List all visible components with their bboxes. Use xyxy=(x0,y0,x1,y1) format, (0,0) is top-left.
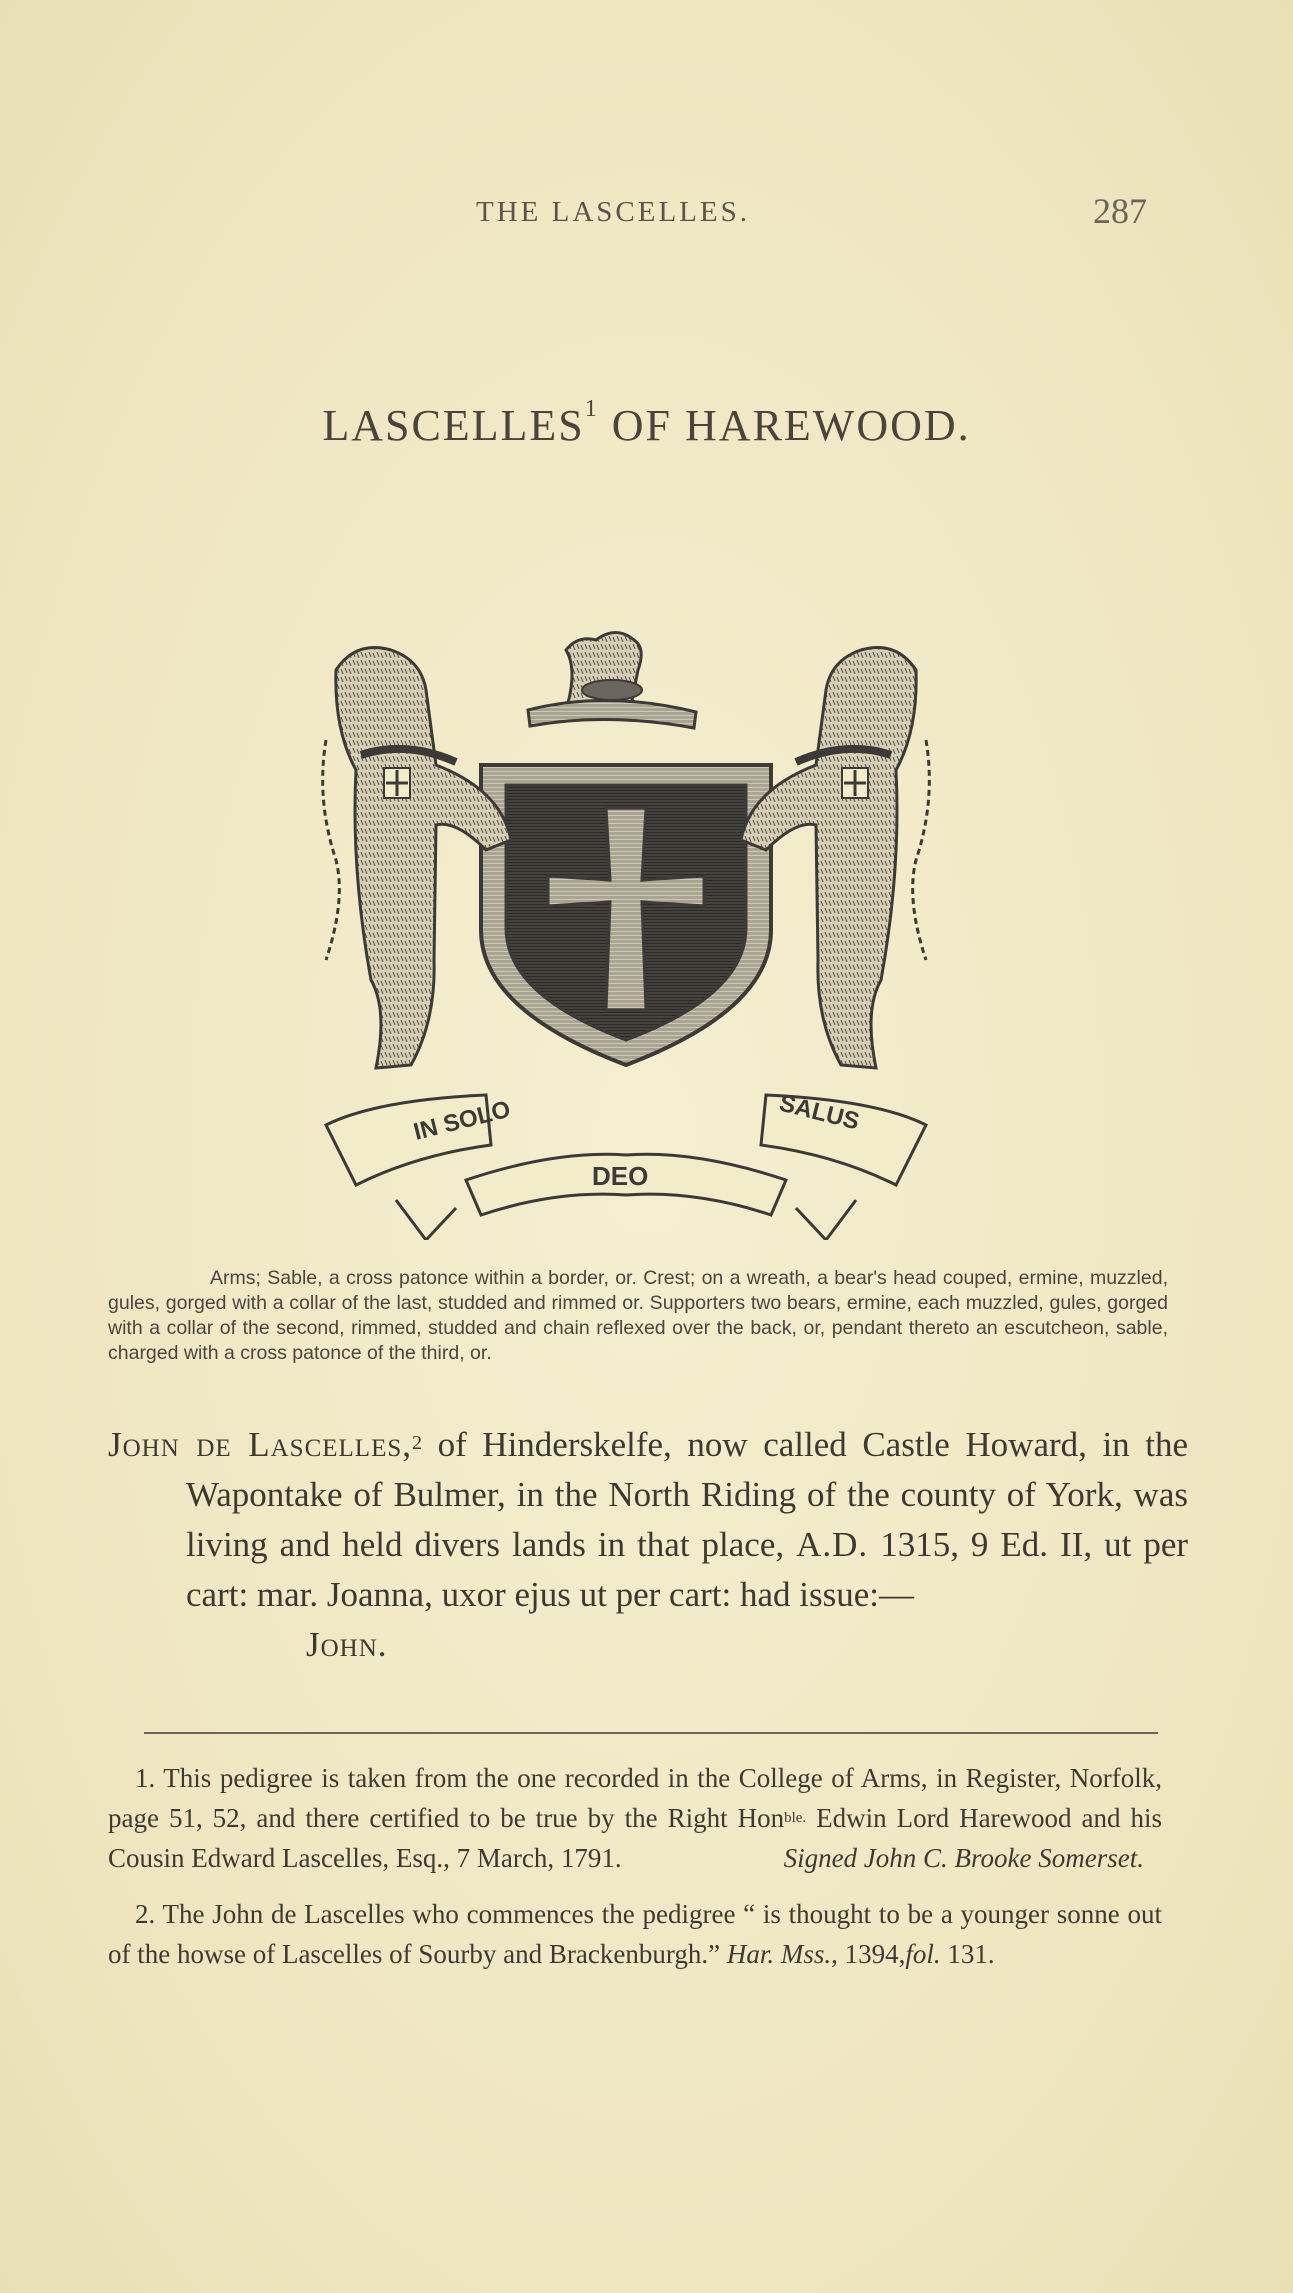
footnote-signature: Signed John C. Brooke Somerset. xyxy=(783,1843,1144,1873)
title-footnote-ref: 1 xyxy=(584,396,599,422)
footnote-superscript: ble. xyxy=(784,1810,807,1826)
page-number: 287 xyxy=(1093,191,1147,231)
pedigree-paragraph xyxy=(108,1420,1188,1620)
footnote-number: 2. xyxy=(135,1899,156,1929)
pedigree-entry xyxy=(108,1420,1188,1670)
entry-text-2: 1315, 9 Ed. II, ut per cart: mar. Joanna, uxor ejus ut per cart: had issue:— xyxy=(186,1525,1189,1614)
footnote-text: This pedigree is taken from the one recorded in the College of Arms, in Register, Norfolk, page 51, 52, and there certified to be true by the Right Hon xyxy=(108,1763,1162,1833)
anno-domini: A.D. xyxy=(796,1525,869,1564)
title-text: LASCELLES xyxy=(322,401,585,450)
title-text-rest: OF HAREWOOD. xyxy=(611,401,971,450)
footnotes xyxy=(108,1758,1162,1990)
footnote-source: Har. Mss., xyxy=(726,1939,838,1969)
motto-right-text: SALUS xyxy=(776,1089,863,1136)
footnote-1 xyxy=(108,1758,1162,1878)
entry-text: of Hinderskelfe, now called Castle Howard, in the Wapontake of Bulmer, in the North Riding of the county of York, was living and held divers lands in that place, xyxy=(186,1425,1189,1564)
footnote-text: The John de Lascelles who commences the pedigree “ is thought to be a younger sonne out of the howse of Lascelles of Sourby and Brackenburgh.” xyxy=(108,1899,1162,1969)
arms-caption: Arms; Sable, a cross patonce within a border, or. Crest; on a wreath, a bear's head couped, ermine, muzzled, gules, gorged with a collar of the last, studded and rimmed or. Supporters two bears, ermine, each muzzled, gules, gorged with a collar of the second, rimmed, studded and chain reflexed over the back, or, pendant thereto an escutcheon, sable, charged with a cross patonce of the third, or. xyxy=(108,1267,1168,1364)
person-name: John de Lascelles, xyxy=(108,1425,412,1464)
shield xyxy=(481,765,771,1065)
footnote-text-cont: Edwin Lord Harewood and his Cousin Edward Lascelles, Esq., 7 March, 1791. xyxy=(108,1803,1162,1873)
motto-left-text: IN SOLO xyxy=(410,1095,514,1146)
footnote-number: 1. xyxy=(135,1763,156,1793)
page-title xyxy=(0,396,1293,451)
footnote-ref: 1394, xyxy=(837,1939,906,1969)
name-footnote-ref: 2 xyxy=(412,1432,422,1454)
crest-bear-head xyxy=(528,633,696,729)
issue-name: John. xyxy=(306,1625,388,1664)
running-head xyxy=(0,191,1293,236)
running-title: THE LASCELLES. xyxy=(476,196,750,228)
footnote-2 xyxy=(108,1894,1162,1974)
footnote-divider xyxy=(144,1732,1158,1734)
coat-of-arms-illustration xyxy=(316,540,936,1240)
motto-center-text: DEO xyxy=(592,1161,649,1191)
footnote-fol: fol. xyxy=(905,1939,941,1969)
footnote-folio: 131. xyxy=(940,1939,995,1969)
